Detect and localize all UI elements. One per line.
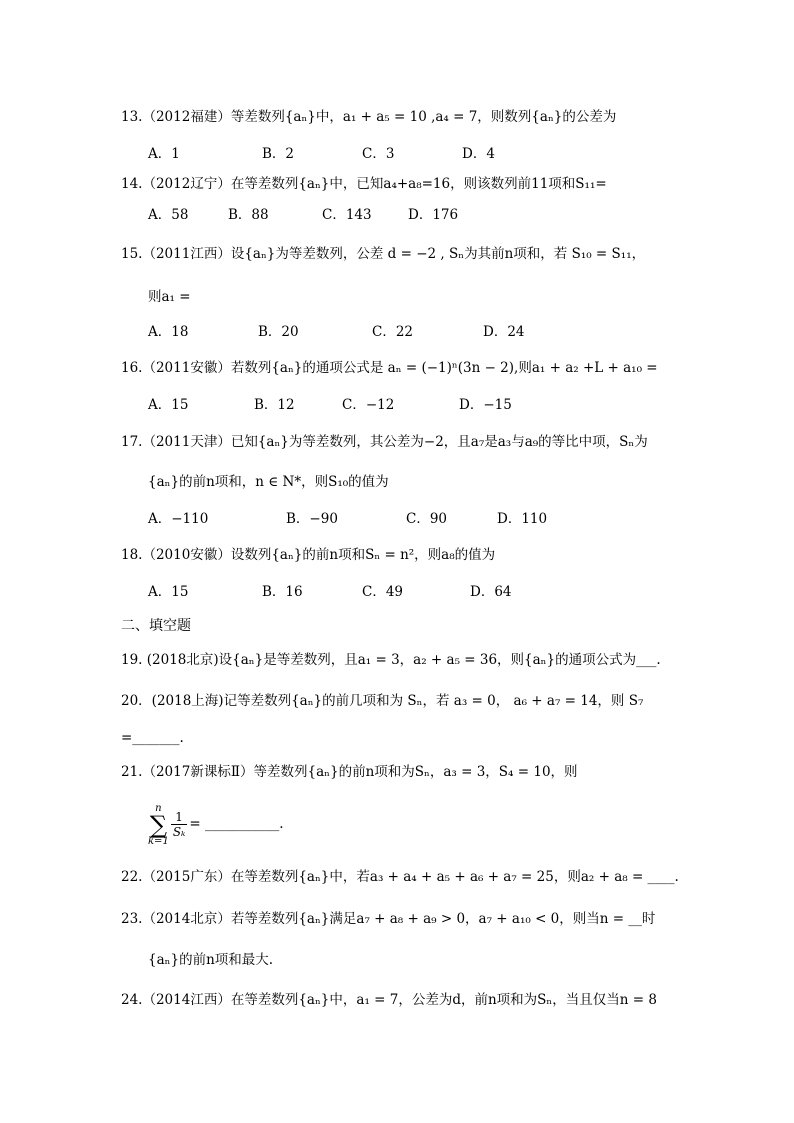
q21-blank: = ___________. — [189, 816, 284, 832]
question-21-formula — [148, 800, 284, 848]
sum-upper-limit: n — [155, 802, 162, 814]
question-17: 17.（2011天津）已知{aₙ}为等差数列，其公差为−2，且a₇是a₃与a₉的等比中项，Sₙ为 — [121, 434, 648, 450]
q14-option-c: C．143 — [322, 207, 372, 223]
q18-option-d: D．64 — [470, 584, 512, 600]
q16-option-a: A．15 — [148, 397, 189, 413]
question-17-cont: {aₙ}的前n项和，n ∈ N*，则S₁₀的值为 — [148, 474, 389, 490]
question-15-cont: 则a₁ = — [148, 289, 191, 305]
q15-option-d: D．24 — [483, 324, 525, 340]
q16-option-b: B．12 — [254, 397, 295, 413]
sum-lower-limit: k=1 — [148, 835, 169, 847]
q14-option-d: D．176 — [408, 207, 459, 223]
q18-option-b: B．16 — [262, 584, 303, 600]
q13-option-c: C．3 — [362, 146, 395, 162]
q16-option-c: C．−12 — [342, 397, 395, 413]
q15-option-b: B．20 — [258, 324, 299, 340]
q17-option-c: C．90 — [406, 511, 448, 527]
fraction-denominator: Sₖ — [172, 825, 186, 839]
q13-option-b: B．2 — [262, 146, 295, 162]
q14-option-b: B．88 — [228, 207, 269, 223]
question-21: 21.（2017新课标Ⅱ）等差数列{aₙ}的前n项和为Sₙ，a₃ = 3，S₄ = 10，则 — [121, 764, 578, 780]
sum-symbol — [148, 803, 169, 847]
q17-option-d: D．110 — [497, 511, 548, 527]
question-18: 18.（2010安徽）设数列{aₙ}的前n项和Sₙ = n²，则a₈的值为 — [121, 547, 496, 563]
fraction-numerator: 1 — [171, 810, 188, 825]
question-15: 15.（2011江西）设{aₙ}为等差数列，公差 d = −2 , Sₙ为其前n项和，若 S₁₀ = S₁₁， — [121, 246, 646, 262]
question-22: 22.（2015广东）在等差数列{aₙ}中，若a₃ + a₄ + a₅ + a₆ + a₇ = 25，则a₂ + a₈ = ____. — [121, 869, 679, 885]
q13-option-a: A．1 — [148, 146, 180, 162]
question-19: 19. (2018北京)设{aₙ}是等差数列，且a₁ = 3，a₂ + a₅ = 36，则{aₙ}的通项公式为___. — [121, 652, 661, 668]
q16-option-d: D．−15 — [459, 397, 512, 413]
fraction — [171, 810, 188, 839]
question-23: 23.（2014北京）若等差数列{aₙ}满足a₇ + a₈ + a₉ > 0，a₇ + a₁₀ < 0，则当n = __时 — [121, 911, 656, 927]
question-20: 20．(2018上海)记等差数列{aₙ}的前几项和为 Sₙ，若 a₃ = 0， a₆ + a₇ = 14，则 S₇ — [121, 693, 644, 709]
q18-option-c: C．49 — [362, 584, 404, 600]
question-16: 16.（2011安徽）若数列{aₙ}的通项公式是 aₙ = (−1)ⁿ(3n − 2),则a₁ + a₂ +L + a₁₀ = — [121, 360, 658, 376]
q13-option-d: D．4 — [462, 146, 495, 162]
question-24: 24.（2014江西）在等差数列{aₙ}中，a₁ = 7，公差为d，前n项和为Sₙ，当且仅当n = 8 — [121, 992, 657, 1008]
question-14: 14.（2012辽宁）在等差数列{aₙ}中，已知a₄+a₈=16，则该数列前11项和S₁₁= — [121, 176, 607, 192]
sigma-glyph: ∑ — [149, 810, 167, 839]
q18-option-a: A．15 — [148, 584, 189, 600]
q14-option-a: A．58 — [148, 207, 189, 223]
q15-option-c: C．22 — [372, 324, 414, 340]
question-20-cont: =_______. — [121, 730, 184, 746]
question-13: 13.（2012福建）等差数列{aₙ}中，a₁ + a₅ = 10 ,a₄ = 7，则数列{aₙ}的公差为 — [121, 109, 617, 125]
q15-option-a: A．18 — [148, 324, 189, 340]
q17-option-a: A．−110 — [148, 511, 209, 527]
q17-option-b: B．−90 — [286, 511, 338, 527]
question-23-cont: {aₙ}的前n项和最大. — [148, 952, 274, 968]
section-title: 二、填空题 — [121, 618, 191, 634]
